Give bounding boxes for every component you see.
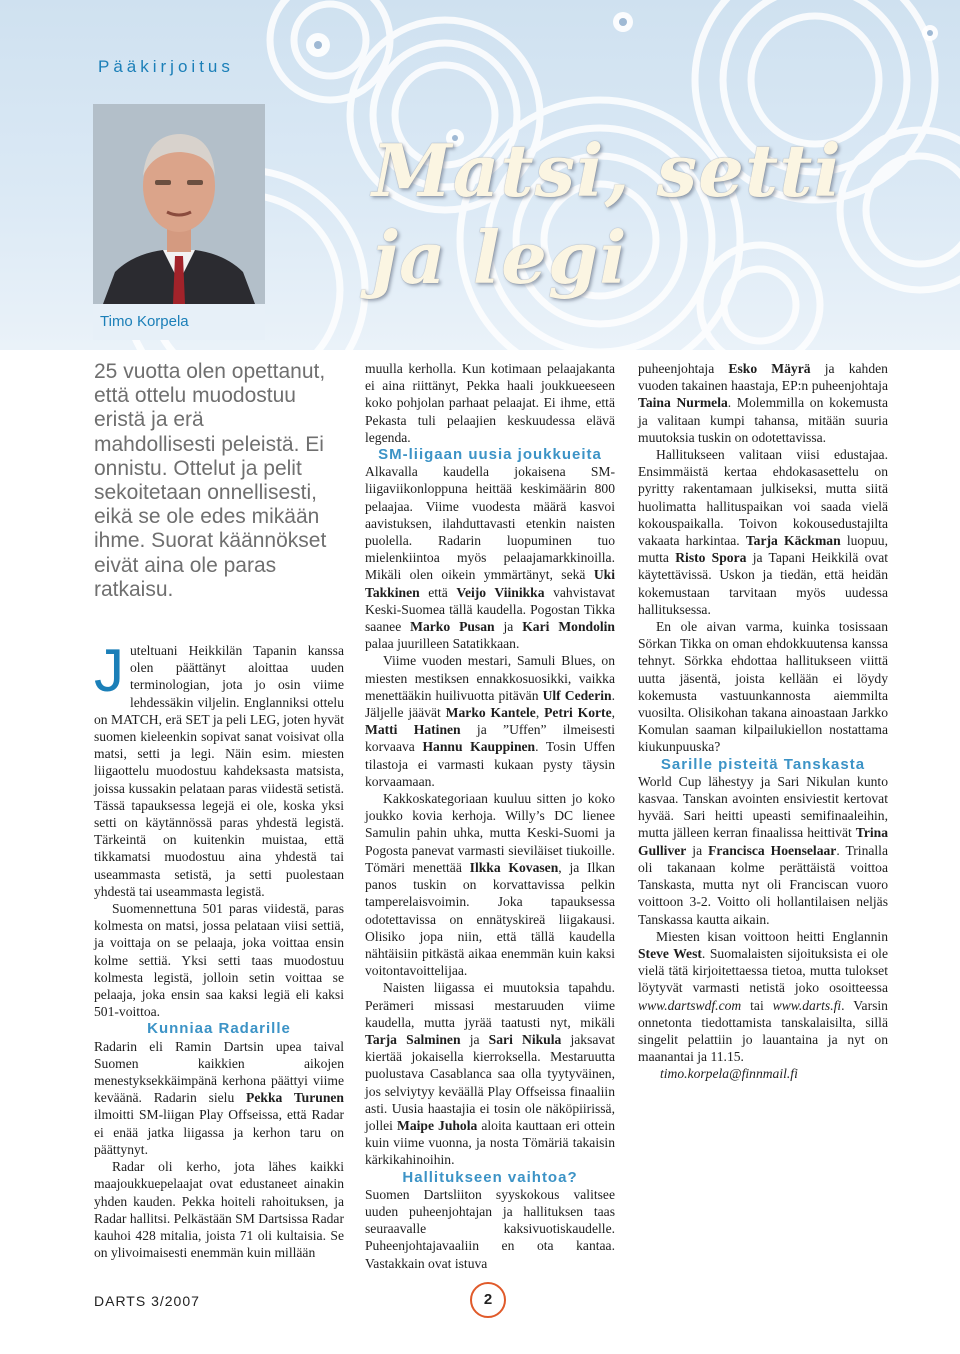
subheading: Kunniaa Radarille [147, 1020, 291, 1038]
paragraph: muulla kerholla. Kun kotimaan pelaajakanta ei aina riittänyt, Pekka haali joukkueeseen koko pohjolan parhaat pelaajat. Ei ihme, että Pekasta tuli pelaajien keskuudessa elävä legenda. [365, 361, 615, 445]
drop-cap: J [94, 637, 124, 704]
paragraph: puheenjohtaja Esko Mäyrä ja kahden vuoden takainen haastaja, EP:n puheenjohtaja Taina Nurmela. Molemmilla on kokemusta ja valitaan kumpi tahansa, mitään suuria muutoksia tuskin on odotettavissa. [638, 361, 888, 445]
column-1 [94, 637, 344, 1261]
paragraph: Radar oli kerho, jota lähes kaikki maajoukkuepelaajat ovat edustaneet ainakin yhden kauden. Pekka hoiteli rahoituksen, ja Radar hallitsi. Pelkästään SM Dartsissa Radar kauhoi 428 mitalia, joista 71 oli kultaisia. Se on ylivoimaisesti enemmän kuin millään [94, 1159, 344, 1261]
issue-label: DARTS 3/2007 [94, 1293, 200, 1309]
paragraph: World Cup lähestyy ja Sari Nikulan kunto kasvaa. Tanskan avointen ensiviestit kertovat hyvää. Sari heitti upeasti semifinaaleihin, mutta jälleen kerran finaalissa heittivät Trina Gulliver ja Francisca Hoenselaar. Trinalla oli takanaan kolme perättäistä voittoa Tanskasta, mutta nyt oli Franciscan vuoro voittoon 3-2. Voitto oli hollantilaisen neljäs Tanskassa kautta aikain. [638, 773, 888, 927]
paragraph: En ole aivan varma, kuinka tosissaan Sörkan Tikka on oman ehdokkuutensa kanssa tehnyt. Sörkka ehdottaa hallitukseen viittä uutta jäsentä, joista kellään ei löydy kokemusta vastuunkannosta aiemmilta vuosilta. Olisikohan takana ainoastaan Jarkko Komulan saaman kilpailukiellon nostattama kiukunpuuska? [638, 619, 888, 755]
section-label: Pääkirjoitus [98, 57, 234, 76]
photo-caption: Timo Korpela [100, 313, 189, 330]
link-darts-fi: www.darts.fi [772, 997, 842, 1013]
paragraph: Hallitukseen valitaan viisi edustajaa. Ensimmäistä kertaa ehdokasasettelu on pyritty rakentamaan julkiseksi, mutta siitä huolimatta hallituspaikan voi saada vielä kokouspaikalla. Toivon kokousedustajilta vakaata harkintaa. Tarja Käckman luopuu, mutta Risto Spora ja Tapani Heikkilä ovat käytettävissä. Uskon ja tiedän, että heidän kokemustaan tarvitaan myös uudessa hallituksessa. [638, 447, 889, 617]
column-2 [365, 360, 615, 1272]
paragraph: Radarin eli Ramin Dartsin upea taival Suomen kaikkien aikojen menestyksekkäimpänä kerhona päättyi viime keväänä. Radarin sielu Pekka Turunen ilmoitti SM-liigan Play Offseissa, että Radar ei enää jatka liigassa ja kerhon taru on päättynyt. [94, 1038, 344, 1157]
paragraph: Alkavalla kaudella jokaisena SM-liigaviikonloppuna heittää keskimäärin 800 pelaajaa. Viime vuodesta määrä kasvoi aavistuksen, ilahduttavasti etenkin naisten puolella. Radarin luopuminen tuo mielenkiintoa myös pelaajamarkkinoilla. Mikäli olen oikein ymmärtänyt, sekä Uki Takkinen että Veijo Viinikka vahvistavat Keski-Suomea tällä kaudella. Pogostan Tikka saanee Marko Pusan ja Kari Mondolin palaa juurilleen Satatikkaan. [365, 464, 616, 652]
paragraph: Miesten kisan voittoon heitti Englannin Steve West. Suomalaisten sijoituksista ei ole vielä tätä kirjoitettaessa tietoa, mutta tulokset löytyvät varmasti netistä joko osoitteessa www.dartswdf.com tai www.darts.fi. Varsin onnetonta tiedottamista tanskalaisilta, sillä singelit pelattiin jo lauantaina ja nyt on maanantai ja 11.15. [638, 928, 888, 1065]
paragraph: Kakkoskategoriaan kuuluu sitten jo koko joukko kovia kerhoja. Willy’s DC lienee Samulin pahin uhka, mutta Keski-Suomi ja Pogosta panevat varmasti sieviläiset tiukoille. Tömäri menettää Ilkka Kovasen, ja Ilkan panos tuskin on korvattavissa pelkin tamperelaisvoimin. Joka tapauksessa odotettavissa on ennätyskireä liigakausi. Olisiko jopa niin, että tällä kaudella nähtäisiin pitkästä aikaa enemmän kuin kaksi voitontavoittelijaa. [365, 791, 615, 979]
subheading: Sarille pisteitä Tanskasta [660, 755, 866, 773]
paragraph: Viime vuoden mestari, Samuli Blues, on miesten mestiksen ennakkosuosikki, vaikka menettääkin huilivuotta pitävän Ulf Cederin. Jäljelle jäävät Marko Kantele, Petri Korte, Matti Hatinen ja ”Uffen” ilmeisesti korvaava Hannu Kauppinen. Tosin Uffen tilastoja ei varmasti kukaan pysty täysin korvaamaan. [365, 653, 616, 789]
author-portrait [93, 104, 265, 304]
lead-paragraph: 25 vuotta olen opettanut, että ottelu muodostuu eristä ja erä mahdollisesti peleistä. Ei onnistu. Ottelut ja pelit sekoitetaan onnellisesti, eikä se ole edes mikään ihme. Suorat käännökset eivät aina ole paras ratkaisu. [94, 360, 327, 601]
paragraph: Naisten liigassa ei muutoksia tapahdu. Perämeri missasi mestaruuden viime kaudella, mutta jyrää taatusti nyt, mikäli Tarja Salminen ja Sari Nikula jaksavat kiertää jokaisella kierroksella. Mestaruutta puolustava Casablanca saa olla tyytyväinen, jos selviytyy keväällä Play Offseissa finaaliin asti. Uusia haastajia ei tosin ole näköpiirissä, jollei Maipe Juhola aloita kauttaan eri ottein kuin viime vuonna, ja nosta Tömäriä takaisin kärkikahinoihin. [365, 980, 615, 1168]
page-number: 2 [470, 1282, 506, 1318]
paragraph [94, 637, 344, 900]
author-email: timo.korpela@finnmail.fi [660, 1066, 798, 1082]
paragraph: Suomen Dartsliiton syyskokous valitsee uuden puheenjohtajan ja hallituksen taas seuraavalle kaksivuotiskaudelle. Puheenjohtajavaaliin en ota kantaa. Vastakkain ovat istuva [365, 1186, 615, 1271]
article-title-line1: Matsi, setti [372, 128, 842, 213]
bold-name: Pekka Turunen [246, 1090, 344, 1106]
paragraph-text: uteltuani Heikkilän Tapanin kanssa olen päättänyt aloittaa uuden terminologian, jota jo osin viime lehdessäkin viljelin. Englanniksi ottelu on MATCH, erä SET ja peli LEG, joten hyvät suomen kieleenkin sopivat sanat voisivat olla matsi, setti ja legi. Näin esim. miesten liigaottelu muodostuu kahdeksasta matsista, joissa kussakin pelataan paras viidestä setistä. Tässä tapauksessa legejä ei ole, koska yksi setti on käytännössä paras yhdestä legistä. Tärkeintä on kuitenkin muistaa, että tikkamatsi muodostuu aina yhdestä tai useammasta setistä, ja setti puolestaan yhdestä tai useammasta legistä. [94, 643, 344, 899]
article-title-line2: ja legi [372, 215, 628, 300]
column-3 [638, 360, 888, 1083]
subheading: Hallitukseen vaihtoa? [402, 1168, 578, 1186]
paragraph: Suomennettuna 501 paras viidestä, paras kolmesta on matsi, jossa pelataan viisi settiä, ja voittaja on se pelaaja, joka voittaa ensin kolme settiä. Yksi setti taas muodostuu kolmesta legistä, jolloin setin voittaa se pelaaja, joka ensin saa kaksi legiä eli kaksi 501-voittoa. [94, 901, 344, 1020]
subheading: SM-liigaan uusia joukkueita [378, 446, 602, 464]
link-dartswdf: www.dartswdf.com [638, 997, 742, 1013]
